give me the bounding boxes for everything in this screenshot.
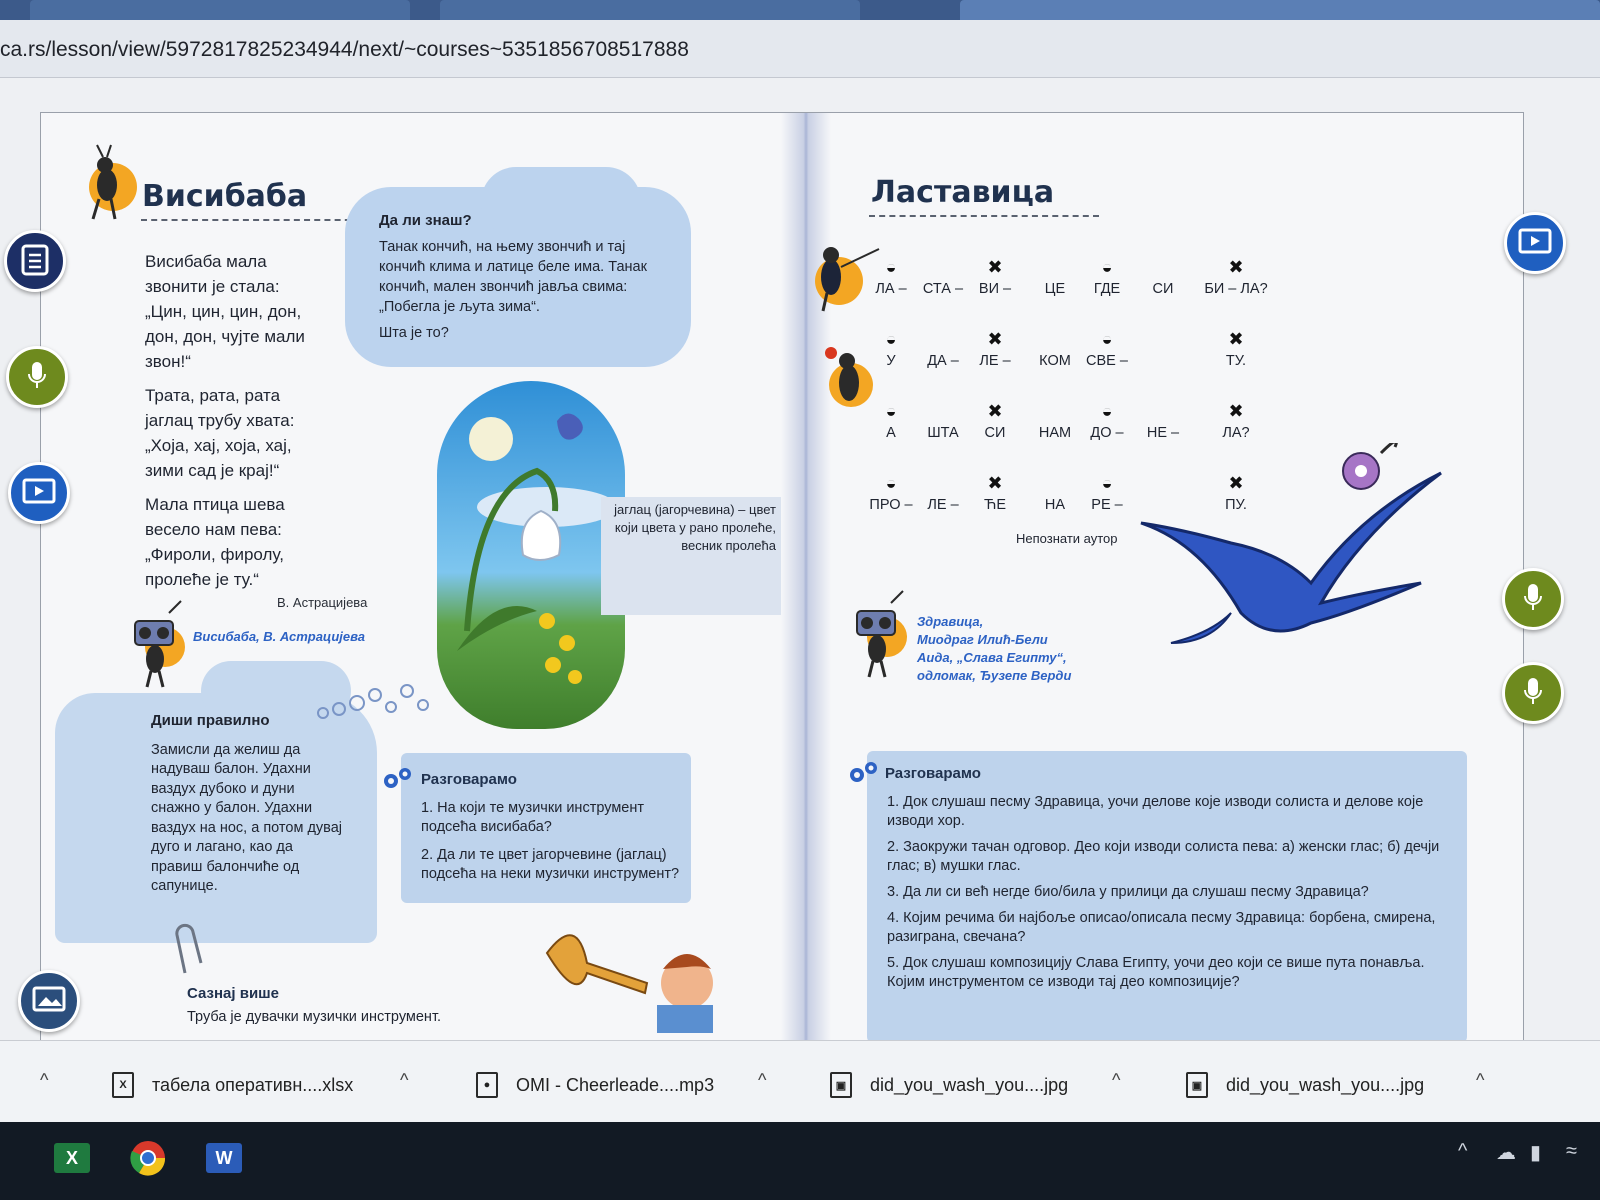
credit-line: Здравица, [917,614,984,629]
drumsticks-icon: ✖ [1228,329,1244,349]
song-title: Ластавица [871,175,1055,210]
audio-button[interactable] [1502,662,1564,724]
syllable-text: ЋЕ [983,497,1007,513]
empty-icon-slot [918,397,968,425]
syllable-text: ЛА – [875,281,907,297]
drum-icon: ◒ [885,473,897,493]
empty-icon-slot [1030,469,1080,497]
empty-icon-slot [1138,325,1188,353]
bubbles-icon [313,679,443,734]
chrome-app-icon[interactable] [120,1132,176,1184]
download-item[interactable] [476,1072,714,1098]
microphone-icon [1522,676,1544,711]
discussion-question: 1. Док слушаш песму Здравица, уочи делове које изводи солиста и делове које изводи хор. [887,794,1424,829]
drum-icon: ◒ [1101,401,1113,421]
drumsticks-icon: ✖ [1228,401,1244,421]
audio-caption[interactable]: Висибаба, В. Астрацијева [193,629,366,644]
ant-character-icon [79,143,139,228]
syllable-cell [1030,397,1080,441]
browser-tab[interactable] [30,0,410,20]
excel-app-icon[interactable]: X [44,1132,100,1184]
discussion-question: 2. Да ли те цвет јагорчевине (јаглац) подсећа на неки музички инструмент? [421,847,680,882]
syllable-cell [970,469,1020,513]
syllable-cell [918,253,968,297]
syllable-cell [918,325,968,369]
video-button[interactable] [8,462,70,524]
drum-icon: ◒ [885,257,897,277]
syllable-cell [1082,397,1132,441]
riddle-question: Шта је то? [379,325,449,341]
url-text[interactable]: ca.rs/lesson/view/5972817825234944/next/~courses~5351856708517888 [0,38,689,61]
drum-icon: ◒ [885,401,897,421]
swallow-bird-illustration [1131,443,1451,688]
empty-icon-slot [1030,253,1080,281]
syllable-text: ПРО – [869,497,913,513]
download-filename: OMI - Cheerleade....mp3 [516,1074,715,1095]
empty-icon-slot [1030,325,1080,353]
ant-radio-character-icon[interactable] [851,583,911,684]
ant-radio-character-icon[interactable] [129,593,189,694]
film-play-icon [1518,227,1552,260]
breathe-instructions: Замисли да желиш да надуваш балон. Удахни ваздух дубоко и дуни снажно у балон. Удахни ваздух на нос, а потом дувај дуго и лагано, као да правиш балончиће од сапунице. [151,741,343,894]
syllable-text: СТА – [922,281,964,297]
browser-tab-strip [0,0,1600,20]
poem-title: Висибаба [142,179,308,214]
syllable-text: ЦЕ [1044,281,1066,297]
syllable-cell [866,325,916,369]
syllable-cell [1030,253,1080,297]
did-you-know-text [379,211,669,343]
image-gallery-icon [32,985,66,1018]
syllable-text: ДО – [1090,425,1124,441]
drumsticks-icon: ✖ [987,329,1003,349]
gears-icon [381,765,415,796]
chevron-up-icon[interactable]: ^ [1476,1070,1485,1090]
audio-credits[interactable] [917,613,1071,685]
discussion-question: 3. Да ли си већ негде био/била у прилици да слушаш песму Здравица? [887,884,1369,900]
syllable-cell [1196,325,1276,369]
empty-icon-slot [918,325,968,353]
syllable-text: БИ – ЛА? [1204,281,1268,297]
empty-icon-slot [1138,397,1188,425]
snowdrop-illustration [437,381,625,729]
empty-icon-slot [918,469,968,497]
poem-stanza: Мала птица шева весело нам пева: „Фироли, фиролу, пролеће је ту.“ [145,495,285,589]
syllable-cell [970,253,1020,297]
syllable-text: НАМ [1038,425,1072,441]
drumsticks-icon: ✖ [987,473,1003,493]
browser-tab[interactable] [440,0,860,20]
excel-file-icon: X [112,1072,134,1098]
poem-text [145,249,325,601]
audio-button[interactable] [1502,568,1564,630]
syllable-text: СИ [984,425,1006,441]
syllable-text: ЛЕ – [979,353,1011,369]
syllable-text: ШТА [927,425,959,441]
discussion-questions-right [887,793,1447,999]
unknown-author: Непознати аутор [1016,531,1118,546]
audio-file-icon: ● [476,1072,498,1098]
syllable-text: ЛА? [1222,425,1250,441]
discussion-question: 2. Заокружи тачан одговор. Део који изводи солиста пева: а) женски глас; б) дечји глас; в) мушки глас. [887,839,1440,874]
image-file-icon: ▣ [1186,1072,1208,1098]
worksheet-button[interactable] [4,230,66,292]
empty-icon-slot [918,253,968,281]
download-item[interactable] [830,1072,1068,1098]
discussion-question: 5. Док слушаш композицију Слава Египту, уочи део који се више пута понавља. Којим инструментом се изводи тај део композиције? [887,955,1425,990]
film-play-icon [22,477,56,510]
audio-button[interactable] [6,346,68,408]
syllable-cell [970,325,1020,369]
did-you-know-heading: Да ли знаш? [379,212,472,229]
paperclip-icon [173,923,213,984]
microphone-icon [26,360,48,395]
credit-line: Аида, „Слава Египту“, [917,650,1067,665]
breathe-heading: Диши правилно [151,712,270,729]
syllable-cell [866,469,916,513]
drum-icon: ◒ [1101,473,1113,493]
trumpet-boy-illustration [527,913,727,1038]
discussion-questions-left [421,799,683,893]
drumsticks-icon: ✖ [1228,473,1244,493]
syllable-cell [866,253,916,297]
microphone-icon [1522,582,1544,617]
poem-stanza: Висибаба мала звонити је стала: „Цин, цин, цин, дон, дон, дон, чујте мали звон!“ [145,252,305,371]
drumsticks-icon: ✖ [987,401,1003,421]
network-status-icon[interactable]: ☁ [1496,1142,1516,1164]
syllable-cell [1196,253,1276,297]
gallery-button[interactable] [18,970,80,1032]
discussion-question: 4. Којим речима би најбоље описао/описала песму Здравица: борбена, смирена, разиграна, свечана? [887,910,1436,945]
syllable-text: СВЕ – [1086,353,1128,369]
riddle-text: Танак кончић, на њему звончић и тај кончић клима и латице беле има. Танак кончић, мален звончић јавља свима: „Побегла је љута зима“. [379,239,647,315]
syllable-cell [1138,397,1188,441]
discussion-heading-left: Разговарамо [421,771,517,788]
syllable-text: ТУ. [1225,353,1247,369]
word-app-icon[interactable]: W [196,1132,252,1184]
image-file-icon: ▣ [830,1072,852,1098]
credit-line: одломак, Ђузепе Верди [917,668,1072,683]
credit-line: Миодраг Илић-Бели [917,632,1048,647]
side-note-text: јаглац (јагорчевина) – цвет који цвета у рано пролеће, весник пролећа [614,502,776,553]
download-item[interactable] [1186,1072,1424,1098]
browser-tab-active[interactable] [960,0,1600,20]
battery-icon[interactable]: ▮ [1530,1142,1542,1164]
tray-chevron-up-icon[interactable]: ^ [1458,1140,1468,1162]
syllable-text: НА [1044,497,1066,513]
syllable-cell [1082,469,1132,513]
syllable-text: У [886,353,896,369]
syllable-cell [1082,253,1132,297]
chevron-up-icon[interactable]: ^ [400,1070,409,1090]
syllable-cell [1030,325,1080,369]
syllable-cell [1082,325,1132,369]
syllable-row [866,325,1286,397]
learn-more-heading: Сазнај више [187,985,280,1002]
syllable-text: ГДЕ [1093,281,1121,297]
syllable-cell [918,469,968,513]
drum-icon: ◒ [885,329,897,349]
breathe-correctly-text [151,711,347,897]
textbook-spread [40,112,1524,1042]
download-filename: табела оперативн....xlsx [152,1074,354,1095]
learn-more-text: Труба је дувачки музички инструмент. [187,1009,442,1025]
clipboard-icon [20,242,50,281]
syllable-cell [1030,469,1080,513]
syllable-cell [866,397,916,441]
chevron-up-icon[interactable]: ^ [758,1070,767,1090]
video-button[interactable] [1504,212,1566,274]
drum-icon: ◒ [1101,329,1113,349]
empty-icon-slot [1030,397,1080,425]
discussion-question: 1. На који те музички инструмент подсећа висибаба? [421,800,645,835]
syllable-text: ПУ. [1225,497,1247,513]
syllable-row [866,253,1286,325]
syllable-cell [1138,325,1188,353]
syllable-text: ВИ – [978,281,1012,297]
title-underline [141,219,361,221]
syllable-text: НЕ – [1146,425,1180,441]
discussion-heading-right: Разговарамо [885,765,981,782]
download-item[interactable] [112,1072,353,1098]
syllable-text: ДА – [927,353,959,369]
download-filename: did_you_wash_you....jpg [1226,1074,1425,1095]
empty-icon-slot [1138,253,1188,281]
syllable-text: РЕ – [1091,497,1123,513]
drum-icon: ◒ [1101,257,1113,277]
syllable-cell [1138,253,1188,297]
drumsticks-icon: ✖ [987,257,1003,277]
syllable-text: СИ [1152,281,1174,297]
download-filename: did_you_wash_you....jpg [870,1074,1069,1095]
gears-icon [847,759,881,790]
poem-stanza: Трата, рата, рата јаглац трубу хвата: „Хоја, хај, хоја, хај, зими сад је крај!“ [145,386,295,480]
title-underline [869,215,1099,217]
syllable-cell [1196,397,1276,441]
chevron-up-icon[interactable]: ^ [1112,1070,1121,1090]
syllable-text: КОМ [1039,353,1071,369]
syllable-cell [918,397,968,441]
drumsticks-icon: ✖ [1228,257,1244,277]
syllable-text: А [886,425,896,441]
poem-author: В. Астрацијева [277,595,368,610]
syllable-text: ЛЕ – [927,497,959,513]
syllable-cell [970,397,1020,441]
wifi-icon[interactable]: ≈ [1566,1140,1577,1162]
chevron-up-icon[interactable]: ^ [40,1070,49,1090]
address-bar[interactable] [0,20,1600,78]
